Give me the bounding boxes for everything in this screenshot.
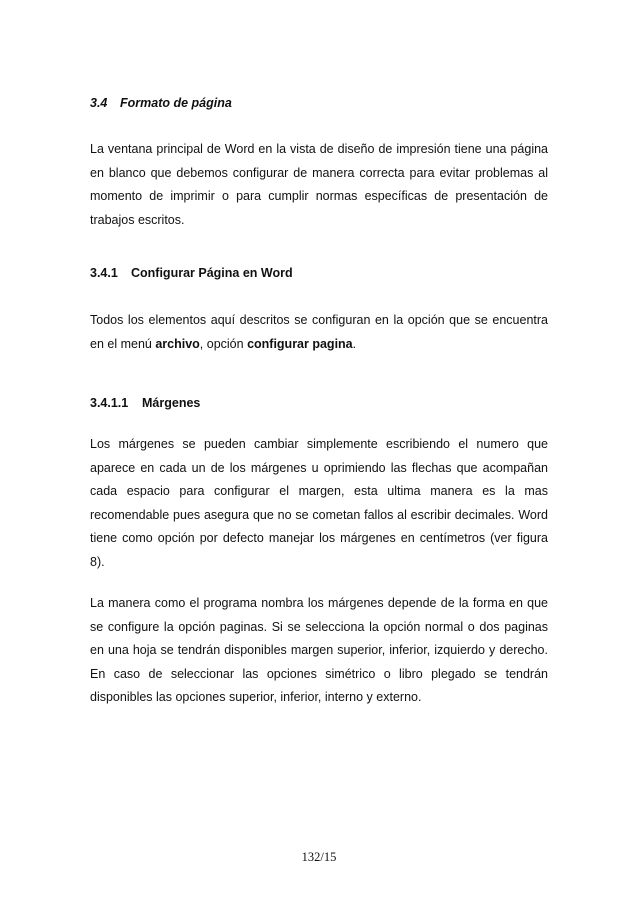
config-paragraph [90,309,548,356]
configurar-pagina-term: configurar pagina [247,336,353,351]
menu-archivo-term: archivo [155,336,200,351]
section-title: Configurar Página en Word [131,266,293,280]
section-heading-3-4-1-1 [90,396,200,410]
intro-paragraph: La ventana principal de Word en la vista de diseño de impresión tiene una página en blanco que debemos configurar de manera correcta para evitar problemas al momento de imprimir o para cumplir normas específicas de presentación de trabajos escritos. [90,142,548,227]
config-text-after: . [352,336,357,351]
margins-paragraph-2: La manera como el programa nombra los márgenes depende de la forma en que se configure la opción paginas. Si se selecciona la opción normal o dos paginas en una hoja se tendrán disponibles margen superior, inferior, izquierdo y derecho. En caso de seleccionar las opciones simétrico o libro plegado se tendrán disponibles las opciones superior, inferior, interno y externo. [90,596,548,704]
section-number: 3.4.1.1 [90,396,129,410]
config-text-middle: , opción [199,336,248,351]
section-title: Formato de página [120,96,232,110]
section-heading-3-4-1 [90,266,293,280]
section-number: 3.4.1 [90,266,118,280]
margins-paragraph-1: Los márgenes se pueden cambiar simplemente escribiendo el numero que aparece en cada un de los márgenes u oprimiendo las flechas que acompañan cada espacio para configurar el margen, esta ultima manera es la mas recomendable pues asegura que no se cometan fallos al escribir decimales. Word tiene como opción por defecto manejar los márgenes en centímetros (ver figura 8). [90,437,548,569]
config-text-before: Todos los elementos aquí descritos se configuran en la opción que se encuentra en el menú [90,313,548,351]
section-title: Márgenes [142,396,201,410]
page-number-footer: 132/15 [301,850,337,864]
section-number: 3.4 [90,96,108,110]
section-heading-3-4 [90,96,232,110]
